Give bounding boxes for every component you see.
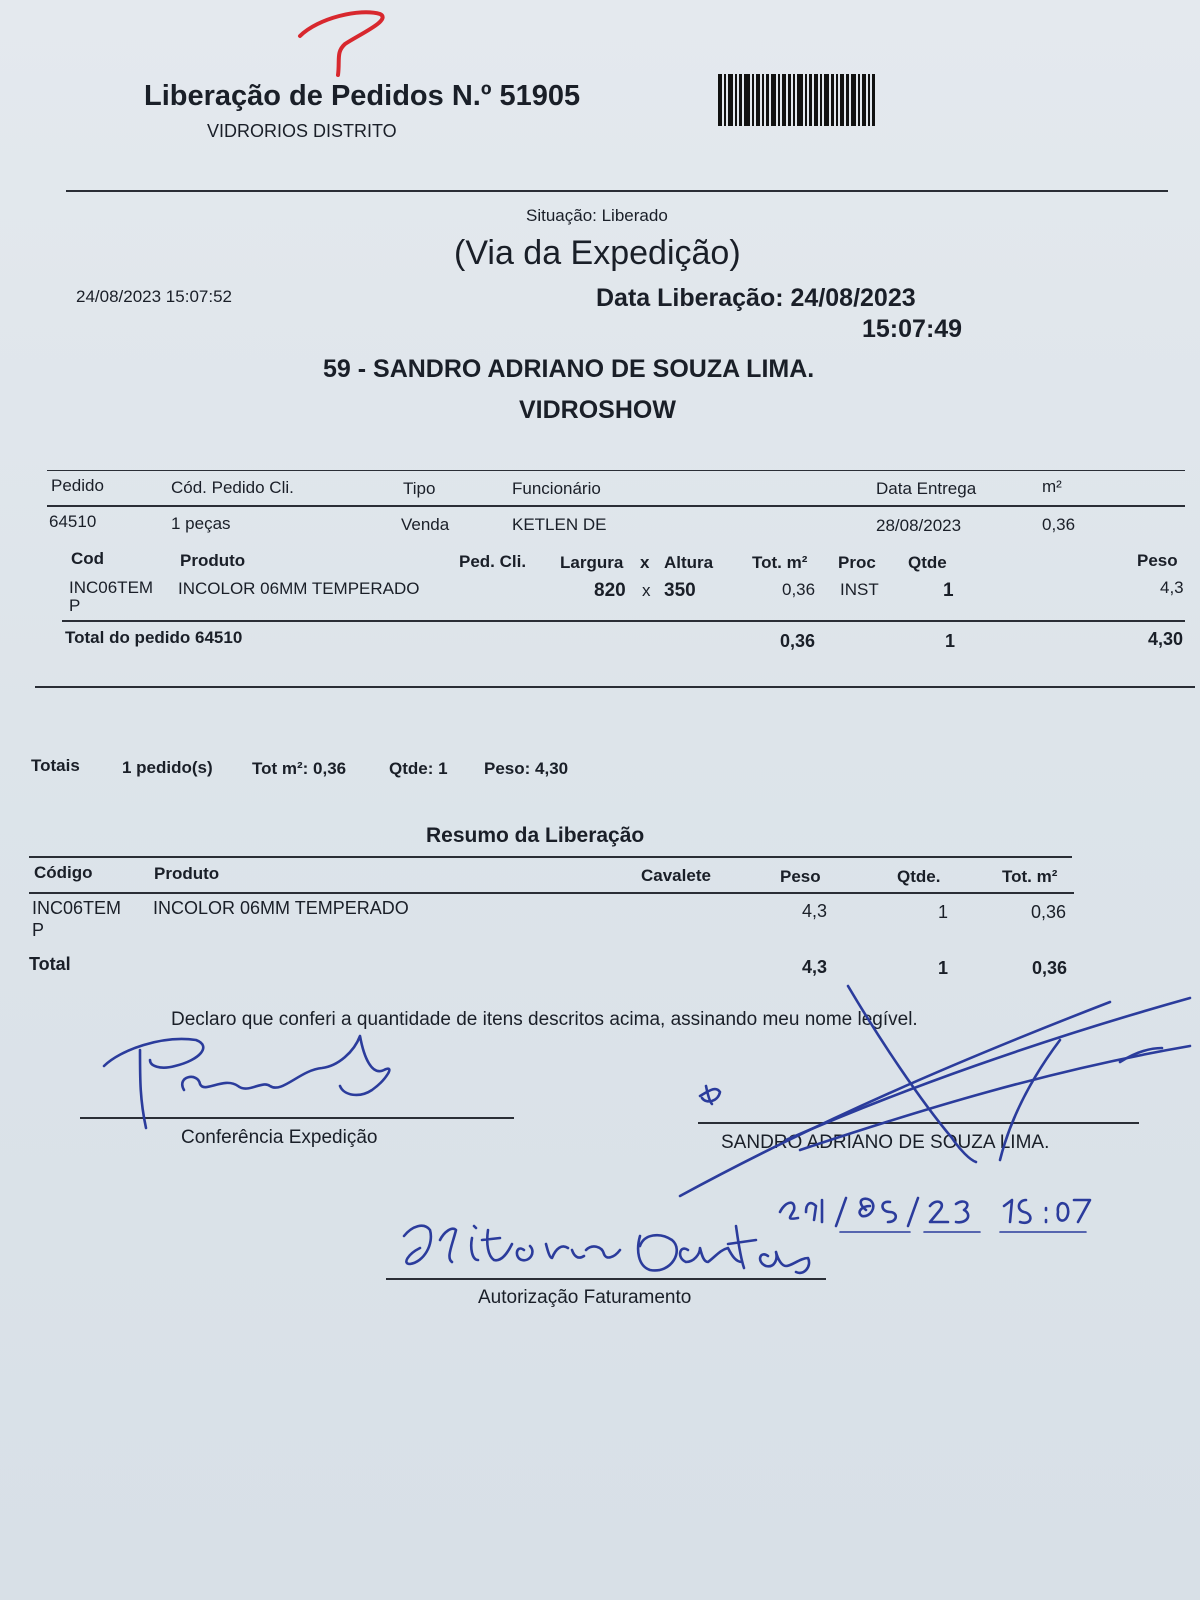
summary-col-peso: Peso bbox=[780, 867, 821, 886]
copy-type: (Via da Expedição) bbox=[454, 234, 741, 272]
item-altura: 350 bbox=[664, 580, 696, 601]
order-col-m2: m² bbox=[1042, 477, 1062, 496]
signature-x-mark bbox=[700, 1086, 720, 1104]
customer-company: VIDROSHOW bbox=[519, 396, 676, 424]
summary-cod-line1: INC06TEM bbox=[32, 898, 122, 918]
order-total-qtde: 1 bbox=[945, 631, 956, 651]
item-col-produto: Produto bbox=[180, 551, 246, 570]
item-col-x: x bbox=[640, 553, 650, 572]
summary-produto: INCOLOR 06MM TEMPERADO bbox=[153, 898, 409, 918]
item-largura: 820 bbox=[594, 580, 626, 601]
order-cod-pedido-cli: 1 peças bbox=[171, 514, 231, 533]
item-col-altura: Altura bbox=[664, 553, 714, 572]
signature-label-bottom: Autorização Faturamento bbox=[478, 1287, 692, 1308]
order-pedido: 64510 bbox=[49, 512, 97, 531]
signature-second-stroke bbox=[800, 1046, 1190, 1150]
order-col-cod-pedido-cli: Cód. Pedido Cli. bbox=[171, 478, 294, 497]
summary-title: Resumo da Liberação bbox=[426, 824, 645, 847]
order-funcionario: KETLEN DE bbox=[512, 515, 607, 534]
printed-at: 24/08/2023 15:07:52 bbox=[76, 287, 232, 306]
totals-qtde: Qtde: 1 bbox=[389, 759, 448, 778]
item-tot-m2: 0,36 bbox=[782, 580, 816, 599]
order-total-label: Total do pedido 64510 bbox=[65, 628, 243, 647]
item-col-largura: Largura bbox=[560, 553, 624, 572]
summary-col-tot-m2: Tot. m² bbox=[1002, 867, 1058, 886]
release-date: Data Liberação: 24/08/2023 bbox=[596, 284, 916, 312]
signature-cross-right bbox=[680, 1002, 1110, 1196]
item-col-tot-m2: Tot. m² bbox=[752, 553, 808, 572]
release-time: 15:07:49 bbox=[862, 315, 963, 343]
item-produto: INCOLOR 06MM TEMPERADO bbox=[178, 579, 420, 598]
totals-peso: Peso: 4,30 bbox=[484, 759, 569, 778]
item-qtde: 1 bbox=[943, 580, 954, 601]
item-col-qtde: Qtde bbox=[908, 553, 947, 572]
order-col-data-entrega: Data Entrega bbox=[876, 479, 977, 498]
status-text: Situação: Liberado bbox=[526, 206, 668, 225]
summary-tot-m2: 0,36 bbox=[1031, 902, 1067, 922]
order-total-peso: 4,30 bbox=[1148, 629, 1184, 649]
signature-bottom-mark bbox=[404, 1226, 809, 1273]
item-col-ped-cli: Ped. Cli. bbox=[459, 552, 527, 571]
order-tipo: Venda bbox=[401, 515, 450, 534]
handwritten-date bbox=[780, 1198, 1090, 1226]
order-col-pedido: Pedido bbox=[51, 476, 104, 495]
signature-long-stroke bbox=[786, 998, 1190, 1140]
summary-total-qtde: 1 bbox=[938, 958, 949, 978]
item-proc: INST bbox=[840, 580, 879, 599]
item-peso: 4,3 bbox=[1160, 578, 1184, 597]
order-col-funcionario: Funcionário bbox=[512, 479, 601, 498]
signature-left-mark bbox=[104, 1036, 389, 1128]
summary-col-cavalete: Cavalete bbox=[641, 866, 711, 885]
totals-label: Totais bbox=[31, 756, 80, 775]
order-total-m2: 0,36 bbox=[780, 631, 816, 651]
item-x: x bbox=[642, 581, 651, 600]
totals-orders: 1 pedido(s) bbox=[122, 758, 213, 777]
item-col-peso: Peso bbox=[1137, 551, 1178, 570]
summary-col-codigo: Código bbox=[34, 863, 93, 882]
company-name: VIDRORIOS DISTRITO bbox=[207, 121, 397, 141]
item-cod-line2: P bbox=[69, 596, 81, 615]
summary-total-m2: 0,36 bbox=[1032, 958, 1068, 978]
signature-cross-left bbox=[848, 986, 976, 1162]
totals-m2: Tot m²: 0,36 bbox=[252, 759, 347, 778]
signature-label-right: SANDRO ADRIANO DE SOUZA LIMA. bbox=[721, 1132, 1050, 1153]
order-m2: 0,36 bbox=[1042, 515, 1076, 534]
summary-col-qtde: Qtde. bbox=[897, 867, 941, 886]
summary-total-label: Total bbox=[29, 954, 71, 974]
item-col-proc: Proc bbox=[838, 553, 876, 572]
summary-qtde: 1 bbox=[938, 902, 949, 922]
order-data-entrega: 28/08/2023 bbox=[876, 516, 962, 535]
customer-name: 59 - SANDRO ADRIANO DE SOUZA LIMA. bbox=[323, 355, 815, 383]
order-col-tipo: Tipo bbox=[403, 479, 436, 498]
summary-col-produto: Produto bbox=[154, 864, 220, 883]
summary-total-peso: 4,3 bbox=[802, 957, 828, 977]
summary-cod-line2: P bbox=[32, 920, 45, 940]
signature-label-left: Conferência Expedição bbox=[181, 1127, 378, 1148]
summary-peso: 4,3 bbox=[802, 901, 828, 921]
declaration-text: Declaro que conferi a quantidade de itens descritos acima, assinando meu nome legível. bbox=[171, 1009, 918, 1030]
item-col-cod: Cod bbox=[71, 549, 105, 568]
item-cod-line1: INC06TEM bbox=[69, 578, 154, 597]
document-title: Liberação de Pedidos N.º 51905 bbox=[144, 80, 581, 112]
